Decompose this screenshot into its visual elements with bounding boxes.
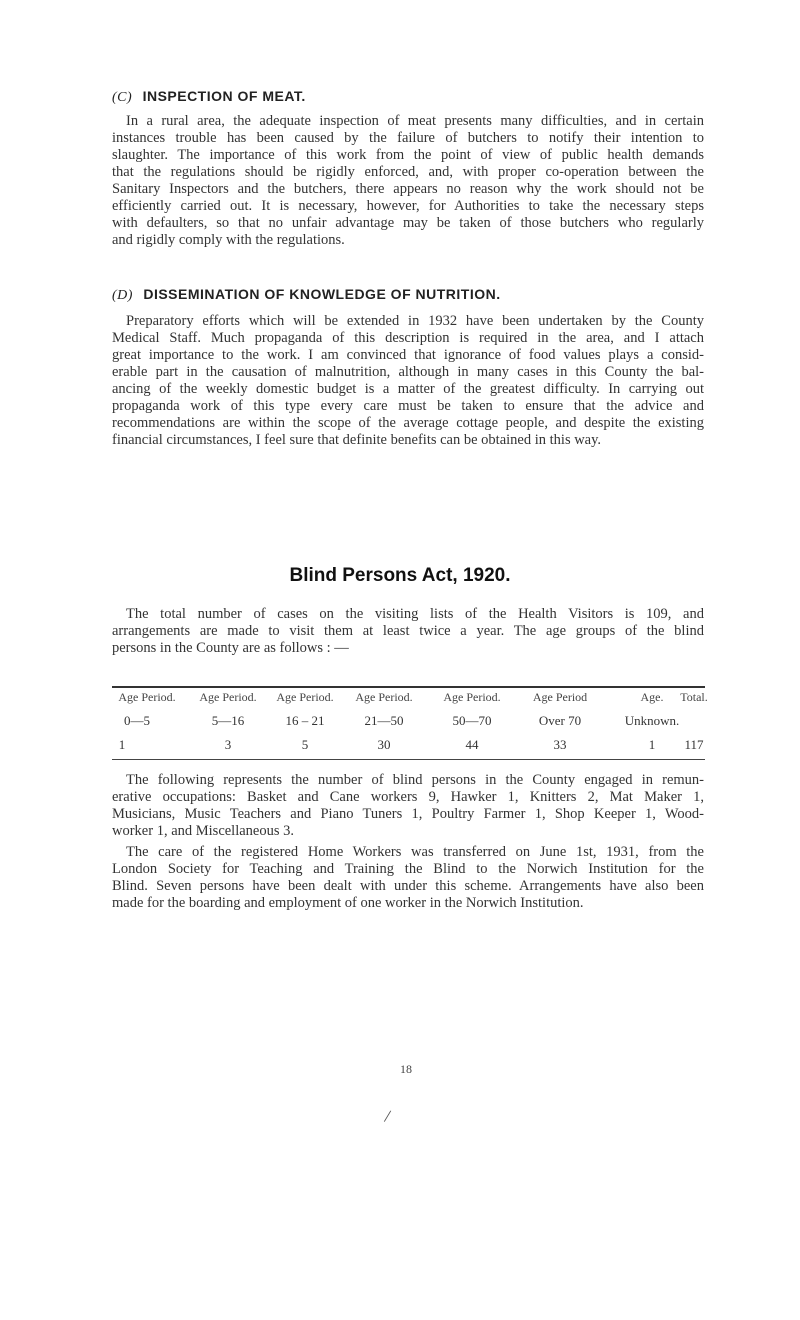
paragraph-line: Preparatory efforts which will be extended in 1932 have been undertaken by the County (126, 313, 704, 329)
paragraph-line: with defaulters, so that no unfair advantage may be taken of those butchers who regularly (112, 215, 704, 231)
paragraph-line: slaughter. The importance of this work from the point of view of public health demands (112, 147, 704, 163)
total-count-cell: 117 (684, 737, 704, 752)
table-top-rule (112, 686, 705, 688)
paragraph-line: The following represents the number of blind persons in the County engaged in remun- (126, 772, 704, 788)
section-c-paragraph (112, 113, 704, 249)
section-d-heading (112, 286, 501, 304)
age-range-cell: 0—5 (124, 713, 150, 728)
age-count-cell: 33 (553, 737, 567, 752)
age-count-cell: 1 (648, 737, 656, 752)
age-count-cell: 3 (224, 737, 232, 752)
occupations-paragraph (112, 772, 704, 840)
age-count-cell: 1 (118, 737, 126, 752)
paragraph-line: financial circumstances, I feel sure that definite benefits can be obtained in this way. (112, 432, 602, 448)
paragraph-line: efficiently carried out. It is necessary, however, for Authorities to take the necessary steps (112, 198, 704, 214)
age-count-cell: 44 (465, 737, 479, 752)
paragraph-line: recommendations are within the scope of the average cottage people, and despite the existing (112, 415, 704, 431)
paragraph-line: worker 1, and Miscellaneous 3. (112, 823, 295, 839)
paragraph-line: arrangements are made to visit them at least twice a year. The age groups of the blind (112, 623, 704, 639)
age-range-cell: 21—50 (364, 713, 404, 728)
table-header-cell: Age Period. (355, 690, 413, 704)
paragraph-line: propaganda work of this type every care must be taken to ensure that the advice and (112, 398, 704, 414)
age-range-cell: 16 – 21 (285, 713, 325, 728)
table-header-cell: Age Period. (199, 690, 257, 704)
paragraph-line: Medical Staff. Much propaganda of this description is required in the area, and I attach (112, 330, 704, 346)
table-header-cell: Age Period. (118, 690, 176, 704)
paragraph-line: persons in the County are as follows : — (112, 640, 349, 656)
paragraph-line: Musicians, Music Teachers and Piano Tuners 1, Poultry Farmer 1, Shop Keeper 1, Wood- (112, 806, 704, 822)
section-d-title: DISSEMINATION OF KNOWLEDGE OF NUTRITION. (143, 286, 501, 302)
blind-intro-paragraph (112, 606, 704, 657)
age-range-cell: 5—16 (211, 713, 245, 728)
section-c-title: INSPECTION OF MEAT. (142, 88, 306, 104)
paragraph-line: London Society for Teaching and Training the Blind to the Norwich Institution for the (112, 861, 704, 877)
paragraph-line: that the regulations should be rigidly enforced, and, with proper co-operation between the (112, 164, 704, 180)
paragraph-line: The total number of cases on the visiting lists of the Health Visitors is 109, and (126, 606, 704, 622)
table-header-cell: Age Period (532, 690, 588, 704)
table-bottom-rule (112, 759, 705, 760)
paragraph-line: erative occupations: Basket and Cane workers 9, Hawker 1, Knitters 2, Mat Maker 1, (112, 789, 704, 805)
age-range-cell: Unknown. (624, 713, 680, 728)
paragraph-line: erable part in the causation of malnutrition, although in many cases in this County the bal- (112, 364, 704, 380)
age-range-cell: 50—70 (452, 713, 492, 728)
paragraph-line: and rigidly comply with the regulations. (112, 232, 345, 248)
section-d-mark: (D) (112, 288, 133, 303)
table-header-cell: Age Period. (276, 690, 334, 704)
section-d-paragraph (112, 313, 704, 449)
paragraph-line: Blind. Seven persons have been dealt with under this scheme. Arrangements have also been (112, 878, 704, 894)
age-count-cell: 30 (377, 737, 391, 752)
paragraph-line: Sanitary Inspectors and the butchers, there appears no reason why the work should not be (112, 181, 704, 197)
page-number: 18 (400, 1062, 412, 1076)
paragraph-line: instances trouble has been caused by the failure of butchers to notify their intention to (112, 130, 704, 146)
blind-persons-act-title: Blind Persons Act, 1920. (289, 565, 511, 586)
table-header-cell: Age Period. (443, 690, 501, 704)
pencil-mark: / (383, 1105, 393, 1127)
section-c-mark: (C) (112, 90, 133, 105)
section-c-heading (112, 88, 306, 106)
paragraph-line: The care of the registered Home Workers was transferred on June 1st, 1931, from the (126, 844, 704, 860)
paragraph-line: made for the boarding and employment of one worker in the Norwich Institution. (112, 895, 584, 911)
table-header-cell: Total. (680, 690, 708, 704)
home-workers-paragraph (112, 844, 704, 912)
paragraph-line: great importance to the work. I am convinced that ignorance of food values plays a consid- (112, 347, 704, 363)
age-range-cell: Over 70 (538, 713, 582, 728)
paragraph-line: In a rural area, the adequate inspection of meat presents many difficulties, and in certain (126, 113, 704, 129)
paragraph-line: ancing of the weekly domestic budget is a matter of the greatest difficulty. In carrying out (112, 381, 704, 397)
age-count-cell: 5 (301, 737, 309, 752)
table-header-cell: Age. (640, 690, 664, 704)
